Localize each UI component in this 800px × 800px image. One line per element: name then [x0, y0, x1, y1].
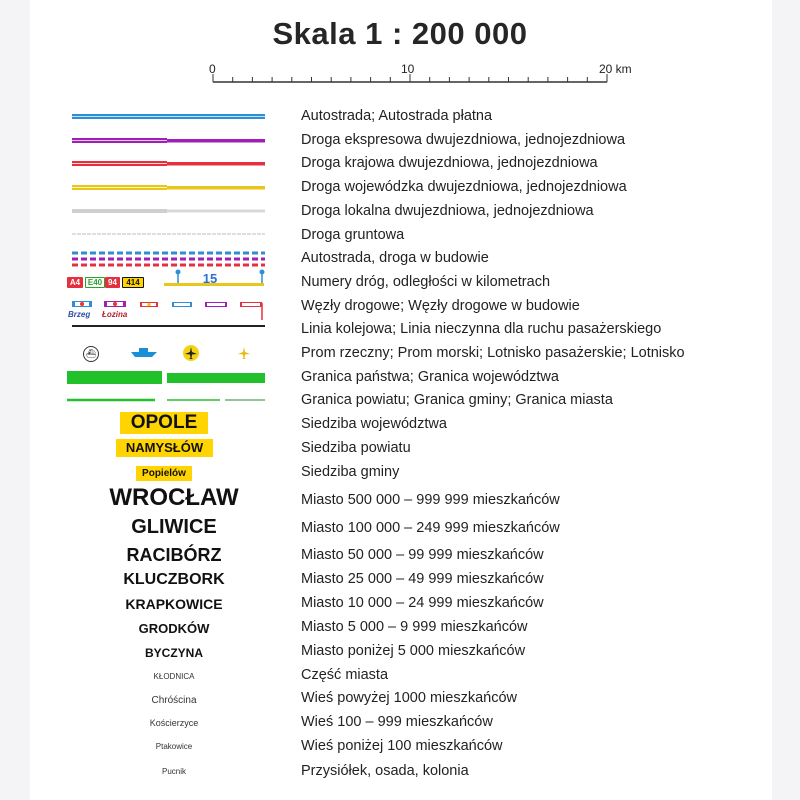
road-number-badge: 414 — [122, 277, 144, 288]
legend-desc: Droga ekspresowa dwujezdniowa, jednojezdniowa — [301, 132, 626, 148]
city-5k-sample: GRODKÓW — [138, 621, 210, 636]
legend-desc: Linia kolejowa; Linia nieczynna dla ruchu pasażerskiego — [301, 321, 662, 337]
road-number-badge: A4 — [67, 277, 83, 288]
legend-desc: Granica powiatu; Granica gminy; Granica miasta — [301, 392, 613, 408]
legend-desc: Droga krajowa dwujezdniowa, jednojezdniowa — [301, 155, 598, 171]
junction-symbols — [72, 301, 262, 320]
legend-desc: Droga lokalna dwujezdniowa, jednojezdniowa — [301, 203, 594, 219]
legend-desc: Siedziba powiatu — [301, 440, 411, 456]
state-border-symbol — [67, 371, 265, 384]
local-road-line-symbol — [72, 209, 265, 213]
legend-desc: Droga gruntowa — [301, 227, 405, 243]
legend-desc: Siedziba województwa — [301, 416, 447, 432]
scale-bar — [205, 62, 625, 92]
legend-desc: Droga wojewódzka dwujezdniowa, jednojezdniowa — [301, 179, 627, 195]
junction-name: Łozina — [102, 310, 128, 319]
city-10k-sample: KRAPKOWICE — [125, 596, 223, 612]
village-1000-sample: Chróścina — [151, 695, 197, 706]
legend-desc: Wieś 100 – 999 mieszkańców — [301, 714, 493, 730]
passenger-airport-icon — [183, 345, 199, 361]
legend-desc: Węzły drogowe; Węzły drogowe w budowie — [301, 298, 580, 314]
legend-desc: Miasto 100 000 – 249 999 mieszkańców — [301, 520, 560, 536]
legend-desc: Miasto 5 000 – 9 999 mieszkańców — [301, 619, 528, 635]
distance-number: 15 — [202, 271, 218, 286]
sea-ferry-icon — [130, 346, 158, 358]
commune-seat-sample: Popielów — [136, 466, 192, 481]
junction-name: Brzeg — [68, 310, 91, 319]
city-100k-sample: GLIWICE — [131, 516, 217, 538]
legend-desc: Miasto 10 000 – 24 999 mieszkańców — [301, 595, 544, 611]
village-small-sample: Ptakowice — [155, 742, 193, 751]
legend-desc: Wieś poniżej 100 mieszkańców — [301, 738, 503, 754]
village-100-sample: Kościerzyce — [149, 718, 199, 728]
expressway-line-symbol — [72, 138, 265, 143]
scale-label-20: 20 km — [599, 62, 632, 76]
river-ferry-icon: ⛴ — [83, 346, 99, 362]
city-500k-sample: WROCŁAW — [109, 484, 239, 511]
voivodeship-seat-sample: OPOLE — [120, 412, 208, 434]
hamlet-sample: Pucnik — [161, 767, 186, 776]
road-under-construction-symbol — [72, 253, 265, 265]
road-number-badge: E40 — [85, 277, 105, 288]
town-small-sample: BYCZYNA — [144, 646, 203, 660]
legend-desc: Część miasta — [301, 667, 389, 683]
scale-title: Skala 1 : 200 000 — [272, 16, 528, 51]
city-district-sample: KŁODNICA — [153, 672, 195, 681]
legend-desc: Numery dróg, odległości w kilometrach — [301, 274, 551, 290]
legend-desc: Siedziba gminy — [301, 464, 400, 480]
legend-desc: Miasto 500 000 – 999 999 mieszkańców — [301, 492, 560, 508]
county-seat-sample: NAMYSŁÓW — [116, 439, 213, 457]
regional-road-line-symbol — [72, 185, 265, 190]
legend-desc: Wieś powyżej 1000 mieszkańców — [301, 690, 517, 706]
airport-icon — [236, 345, 252, 361]
legend-desc: Miasto 25 000 – 49 999 mieszkańców — [301, 571, 544, 587]
legend-desc: Miasto poniżej 5 000 mieszkańców — [301, 643, 526, 659]
scale-label-0: 0 — [209, 62, 216, 76]
legend-desc: Przysiółek, osada, kolonia — [301, 763, 469, 779]
legend-desc: Prom rzeczny; Prom morski; Lotnisko pasażerskie; Lotnisko — [301, 345, 685, 361]
city-50k-sample: RACIBÓRZ — [126, 545, 222, 565]
motorway-line-symbol — [72, 114, 265, 119]
legend-desc: Autostrada; Autostrada płatna — [301, 108, 493, 124]
legend-symbols — [60, 105, 275, 415]
legend-desc: Granica państwa; Granica województwa — [301, 369, 559, 385]
legend-desc: Miasto 50 000 – 99 999 mieszkańców — [301, 547, 544, 563]
legend-desc: Autostrada, droga w budowie — [301, 250, 489, 266]
road-number-badge: 94 — [105, 277, 120, 288]
national-road-line-symbol — [72, 161, 265, 166]
scale-label-10: 10 — [401, 62, 415, 76]
city-25k-sample: KLUCZBORK — [123, 571, 225, 588]
